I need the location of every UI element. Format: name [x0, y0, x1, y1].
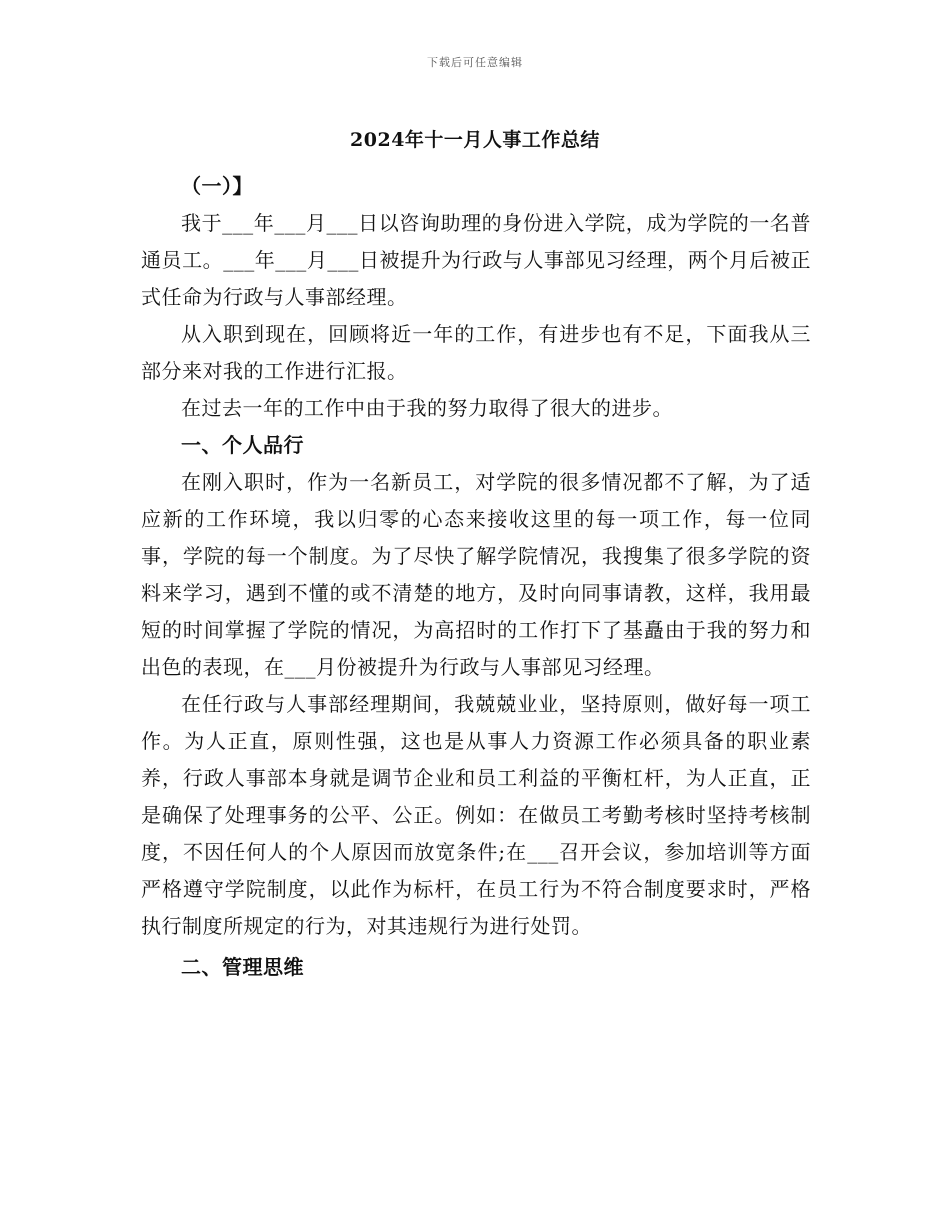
section-heading: 一、个人品行: [181, 433, 304, 457]
document-title: 2024年十一月人事工作总结: [350, 129, 600, 151]
document-body: [141, 168, 811, 986]
paragraph: 从入职到现在，回顾将近一年的工作，有进步也有不足，下面我从三部分来对我的工作进行汇报。: [141, 322, 811, 383]
paragraph: 在任行政与人事部经理期间，我兢兢业业，坚持原则，做好每一项工作。为人正直，原则性强，这也是从事人力资源工作必须具备的职业素养，行政人事部本身就是调节企业和员工利益的平衡杠杆，为人正直，正是确保了处理事务的公平、公正。例如：在做员工考勤考核时坚持考核制度，不因任何人的个人原因而放宽条件;在___召开会议，参加培训等方面严格遵守学院制度，以此作为标杆，在员工行为不符合制度要求时，严格执行制度所规定的行为，对其违规行为进行处罚。: [141, 692, 811, 938]
page-header: 下载后可任意编辑: [427, 56, 523, 69]
section-heading: 二、管理思维: [181, 955, 304, 979]
paragraph: 在刚入职时，作为一名新员工，对学院的很多情况都不了解，为了适应新的工作环境，我以归零的心态来接收这里的每一项工作，每一位同事，学院的每一个制度。为了尽快了解学院情况，我搜集了很多学院的资料来学习，遇到不懂的或不清楚的地方，及时向同事请教，这样，我用最短的时间掌握了学院的情况，为高招时的工作打下了基矗由于我的努力和出色的表现，在___月份被提升为行政与人事部见习经理。: [141, 470, 811, 679]
subtitle: （一）】: [181, 174, 253, 198]
paragraph: 我于___年___月___日以咨询助理的身份进入学院，成为学院的一名普通员工。___年___月___日被提升为行政与人事部见习经理，两个月后被正式任命为行政与人事部经理。: [141, 211, 811, 309]
paragraph: 在过去一年的工作中由于我的努力取得了很大的进步。: [181, 396, 673, 420]
